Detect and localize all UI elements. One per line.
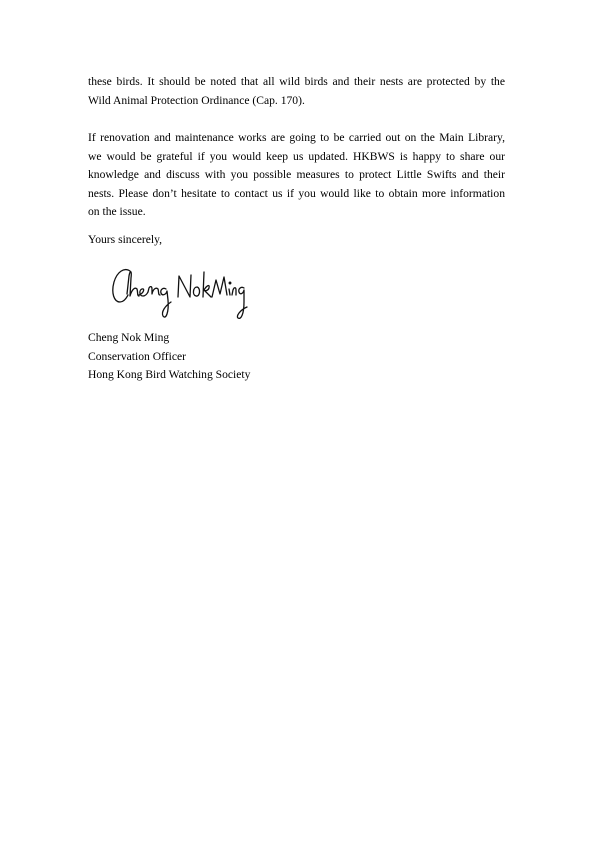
signature-block (88, 329, 250, 385)
paragraph-line: we would be grateful if you would keep us updated. HKBWS is happy to share our (88, 149, 505, 163)
handwritten-signature (108, 262, 253, 324)
signer-organization: Hong Kong Bird Watching Society (88, 368, 251, 381)
paragraph-line: If renovation and maintenance works are going to be carried out on the Main Library, (88, 131, 505, 144)
signer-title: Conservation Officer (88, 349, 186, 363)
paragraph-line: these birds. It should be noted that all wild birds and their nests are protected by the (88, 75, 505, 88)
paragraph-line: knowledge and discuss with you possible measures to protect Little Swifts and their (88, 168, 505, 181)
signer-name: Cheng Nok Ming (88, 331, 170, 344)
paragraph-line: Wild Animal Protection Ordinance (Cap. 170). (88, 93, 305, 107)
closing-salutation: Yours sincerely, (88, 233, 163, 246)
paragraph-line: on the issue. (88, 205, 146, 218)
paragraph-wildlife-protection (88, 73, 505, 110)
paragraph-line: nests. Please don’t hesitate to contact us if you would like to obtain more information (88, 186, 505, 200)
paragraph-renovation-request (88, 129, 505, 222)
